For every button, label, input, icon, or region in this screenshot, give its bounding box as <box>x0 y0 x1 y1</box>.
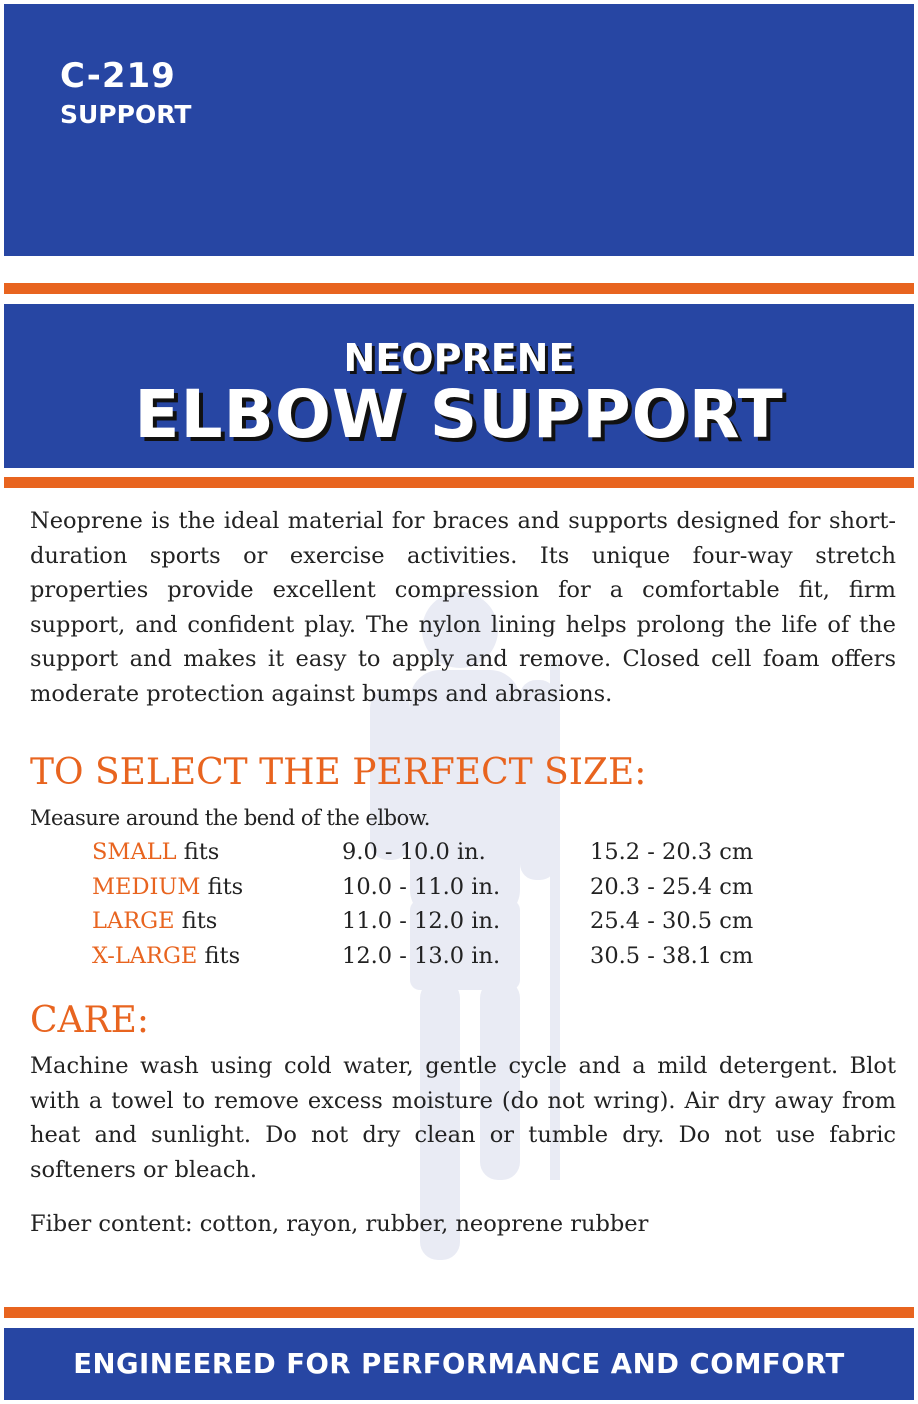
measure-instruction: Measure around the bend of the elbow. <box>30 806 430 830</box>
header-panel <box>4 4 914 256</box>
size-table <box>92 835 753 973</box>
size-cm: 20.3 - 25.4 cm <box>590 873 754 900</box>
size-inches: 10.0 - 11.0 in. <box>342 873 501 900</box>
title-line-2: ELBOW SUPPORT <box>134 376 784 453</box>
divider-stripe <box>4 477 914 488</box>
size-fits-label: fits <box>183 839 220 865</box>
size-row <box>92 835 753 870</box>
size-row <box>92 939 753 974</box>
fiber-content: Fiber content: cotton, rayon, rubber, neoprene rubber <box>30 1211 649 1237</box>
size-cm: 30.5 - 38.1 cm <box>590 942 754 969</box>
body-content <box>30 504 896 1242</box>
size-cm: 15.2 - 20.3 cm <box>590 839 754 865</box>
divider-stripe <box>4 283 914 294</box>
size-row <box>92 870 753 905</box>
size-heading: TO SELECT THE PERFECT SIZE: <box>30 752 647 793</box>
size-cm: 25.4 - 30.5 cm <box>590 908 754 934</box>
footer-banner: ENGINEERED FOR PERFORMANCE AND COMFORT <box>4 1328 914 1400</box>
size-name: MEDIUM <box>92 873 201 900</box>
size-name: SMALL <box>92 839 177 865</box>
size-inches: 12.0 - 13.0 in. <box>342 942 501 969</box>
product-code: C-219 <box>60 56 176 96</box>
product-subtitle: SUPPORT <box>60 100 192 129</box>
size-inches: 9.0 - 10.0 in. <box>342 839 486 865</box>
care-paragraph: Machine wash using cold water, gentle cycle and a mild detergent. Blot with a towel to remove excess moisture (do not wring). Air dry away from heat and sunlight. Do not dry clean or tumble dry. Do not use fabric softeners or bleach. <box>30 1053 896 1183</box>
size-inches: 11.0 - 12.0 in. <box>342 908 501 934</box>
size-row <box>92 904 753 939</box>
title-band <box>4 304 914 468</box>
care-heading: CARE: <box>30 1000 150 1041</box>
size-name: X-LARGE <box>92 942 198 969</box>
size-fits-label: fits <box>181 908 218 934</box>
title-line-1: NEOPRENE <box>343 336 575 380</box>
intro-paragraph: Neoprene is the ideal material for braces and supports designed for short-duration sports or exercise activities. Its unique four-way stretch properties provide excellent compression for a comfortable fit, firm support, and confident play. The nylon lining helps prolong the life of the support and makes it easy to apply and remove. Closed cell foam offers moderate protection against bumps and abrasions. <box>30 508 896 707</box>
divider-stripe <box>4 1307 914 1318</box>
size-name: LARGE <box>92 908 175 934</box>
size-fits-label: fits <box>204 942 241 969</box>
size-fits-label: fits <box>207 873 244 900</box>
